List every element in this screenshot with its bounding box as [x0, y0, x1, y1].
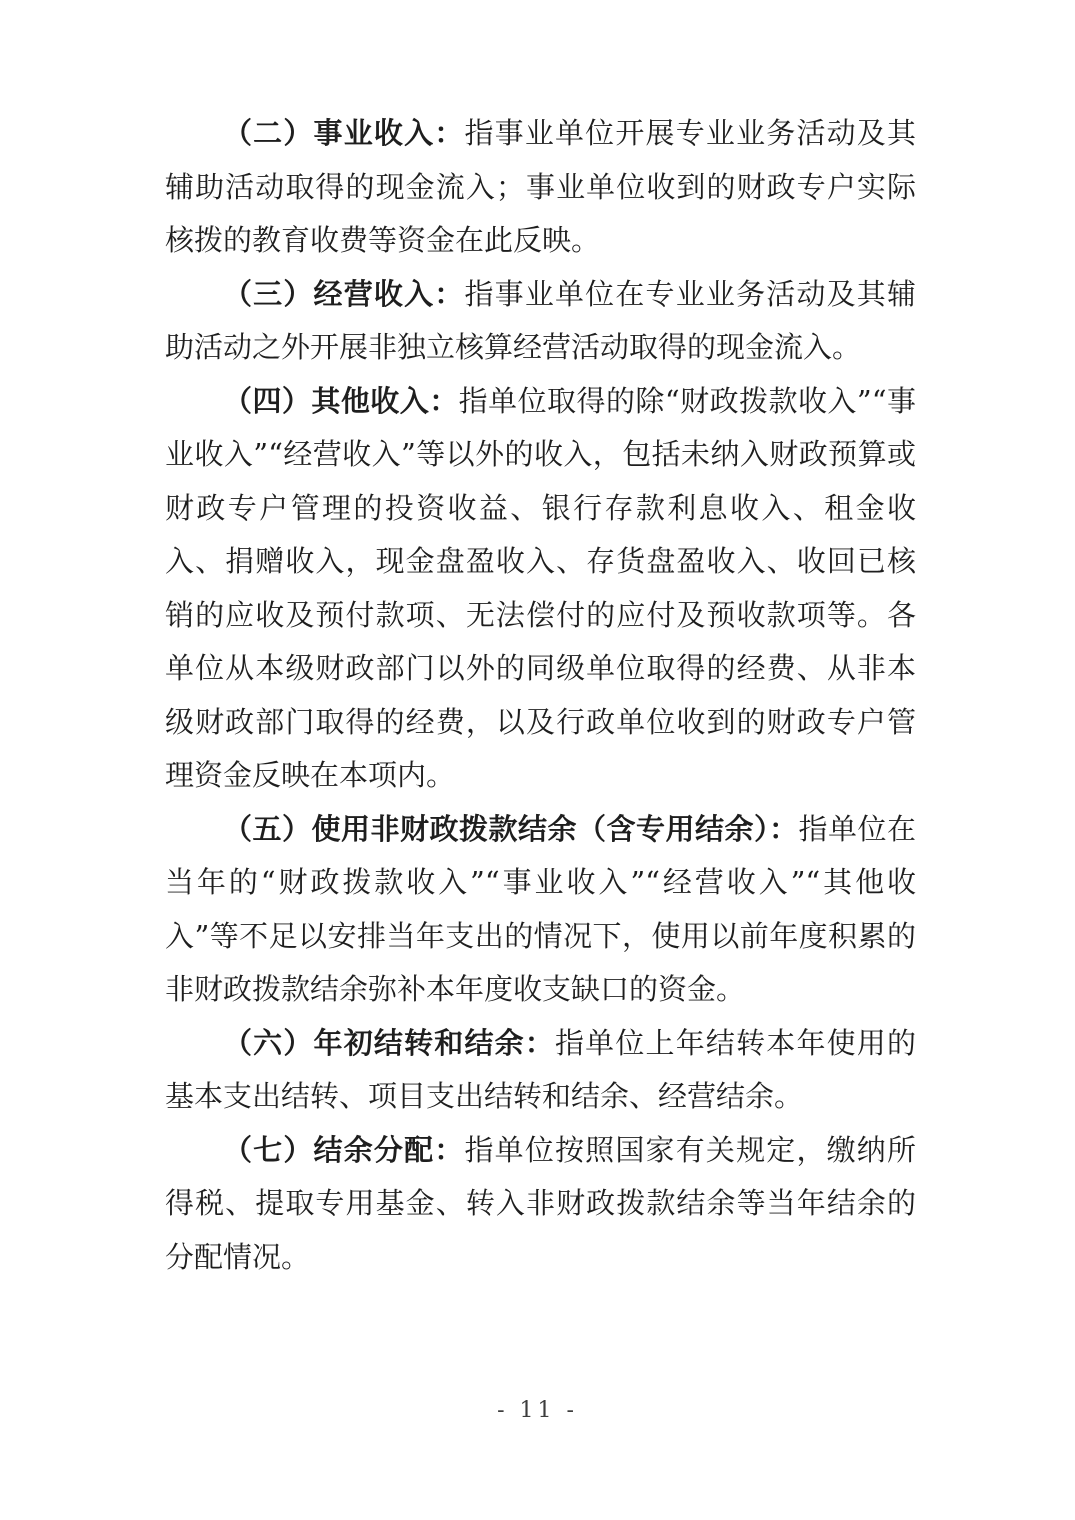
term-label: （二）事业收入：: [223, 116, 465, 150]
paragraph-item-6: [165, 1017, 916, 1124]
paragraph-item-4: [165, 375, 916, 803]
paragraph-item-5: [165, 803, 916, 1017]
paragraph-item-2: [165, 107, 916, 268]
page-number: - 11 -: [497, 1398, 578, 1423]
paragraph-item-7: [165, 1124, 916, 1285]
term-label: （六）年初结转和结余：: [223, 1025, 555, 1060]
document-body: [165, 107, 916, 1284]
term-definition: 指事业单位在专业业务活动及其辅助活动之外开展非独立核算经营活动取得的现金流入。: [165, 276, 916, 364]
term-definition: 指单位上年结转本年使用的基本支出结转、项目支出结转和结余、经营结余。: [165, 1025, 916, 1113]
term-definition: 指单位在当年的“财政拨款收入”“事业收入”“经营收入”“其他收入”等不足以安排当年支出的情况下，使用以前年度积累的非财政拨款结余弥补本年度收支缺口的资金。: [165, 811, 916, 1006]
term-label: （四）其他收入：: [223, 383, 459, 418]
term-definition: 指单位取得的除“财政拨款收入”“事业收入”“经营收入”等以外的收入，包括未纳入财政预算或财政专户管理的投资收益、银行存款利息收入、租金收入、捐赠收入，现金盘盈收入、存货盘盈收入、收回已核销的应收及预付款项、无法偿付的应付及预收款项等。各单位从本级财政部门以外的同级单位取得的经费、从非本级财政部门取得的经费，以及行政单位收到的财政专户管理资金反映在本项内。: [165, 383, 916, 792]
paragraph-item-3: [165, 268, 916, 375]
term-label: （七）结余分配：: [223, 1132, 465, 1167]
term-definition: 指事业单位开展专业业务活动及其辅助活动取得的现金流入；事业单位收到的财政专户实际核拨的教育收费等资金在此反映。: [165, 116, 916, 257]
term-definition: 指单位按照国家有关规定，缴纳所得税、提取专用基金、转入非财政拨款结余等当年结余的分配情况。: [165, 1132, 916, 1274]
term-label: （三）经营收入：: [223, 276, 465, 311]
term-label: （五）使用非财政拨款结余（含专用结余）：: [223, 811, 799, 846]
